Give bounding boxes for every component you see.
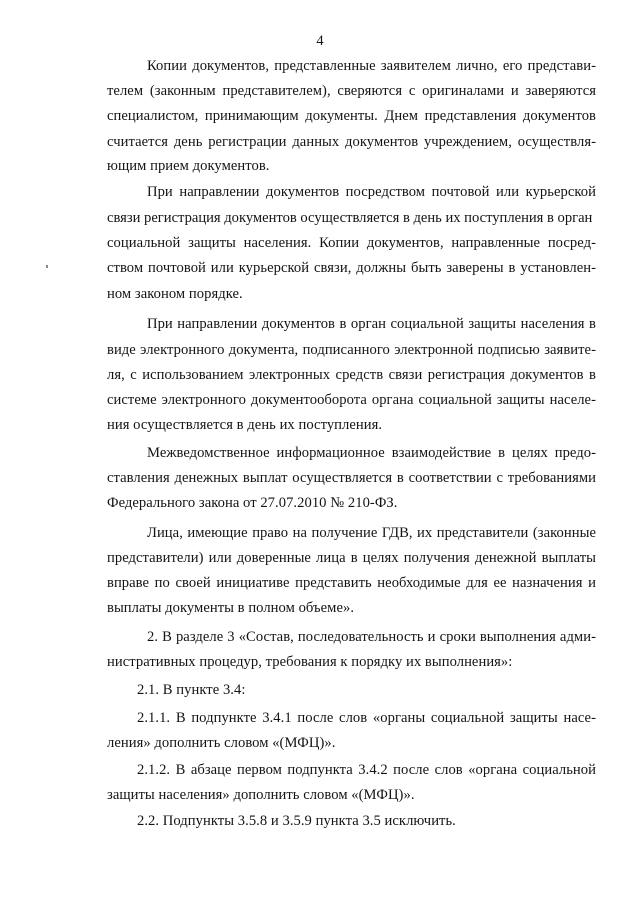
text-line: защиты населения» дополнить словом «(МФЦ)». [107,787,415,803]
text-line: считается день регистрации данных документов учреждением, осуществля- [107,134,596,150]
page-number: 4 [316,33,324,49]
text-line: Федерального закона от 27.07.2010 № 210-ФЗ. [107,495,398,511]
text-line: социальной защиты населения. Копии документов, направленные посред- [107,235,596,251]
text-line: ставления денежных выплат осуществляется в соответствии с требованиями [107,470,596,486]
text-line: ния осуществляется в день их поступления. [107,417,383,433]
text-line: ля, с использованием электронных средств связи регистрация документов в [107,367,596,383]
text-line: ления» дополнить словом «(МФЦ)». [107,735,336,751]
text-line: 2.2. Подпункты 3.5.8 и 3.5.9 пункта 3.5 исключить. [137,813,456,829]
text-line: ством почтовой или курьерской связи, должны быть заверены в установлен- [107,260,596,276]
text-line: При направлении документов посредством почтовой или курьерской [147,184,596,200]
text-line: ном законом порядке. [107,286,243,302]
text-line: Лица, имеющие право на получение ГДВ, их представители (законные [147,525,596,541]
text-line: При направлении документов в орган социальной защиты населения в [147,316,596,332]
text-line: ющим прием документов. [107,158,270,174]
text-line: 2.1.1. В подпункте 3.4.1 после слов «органы социальной защиты насе- [137,710,596,726]
text-line: вправе по своей инициативе представить необходимые для ее назначения и [107,575,596,591]
text-line: выплаты документы в полном объеме». [107,600,355,616]
text-line: системе электронного документооборота органа социальной защиты населе- [107,392,596,408]
text-line: 2. В разделе 3 «Состав, последовательность и сроки выполнения адми- [147,629,596,645]
text-line: 2.1.2. В абзаце первом подпункта 3.4.2 после слов «органа социальной [137,762,596,778]
text-line: Межведомственное информационное взаимодействие в целях предо- [147,445,596,461]
text-line: нистративных процедур, требования к порядку их выполнения»: [107,654,513,670]
text-line: Копии документов, представленные заявителем лично, его представи- [147,58,596,74]
scan-speck [46,265,48,268]
text-line: телем (законным представителем), сверяются с оригиналами и заверяются [107,83,596,99]
text-line: 2.1. В пункте 3.4: [137,682,246,698]
text-line: специалистом, принимающим документы. Днем представления документов [107,108,596,124]
text-line: связи регистрация документов осуществляется в день их поступления в орган [107,210,593,226]
text-line: виде электронного документа, подписанного электронной подписью заявите- [107,342,596,358]
text-line: представители) или доверенные лица в целях получения денежной выплаты [107,550,596,566]
